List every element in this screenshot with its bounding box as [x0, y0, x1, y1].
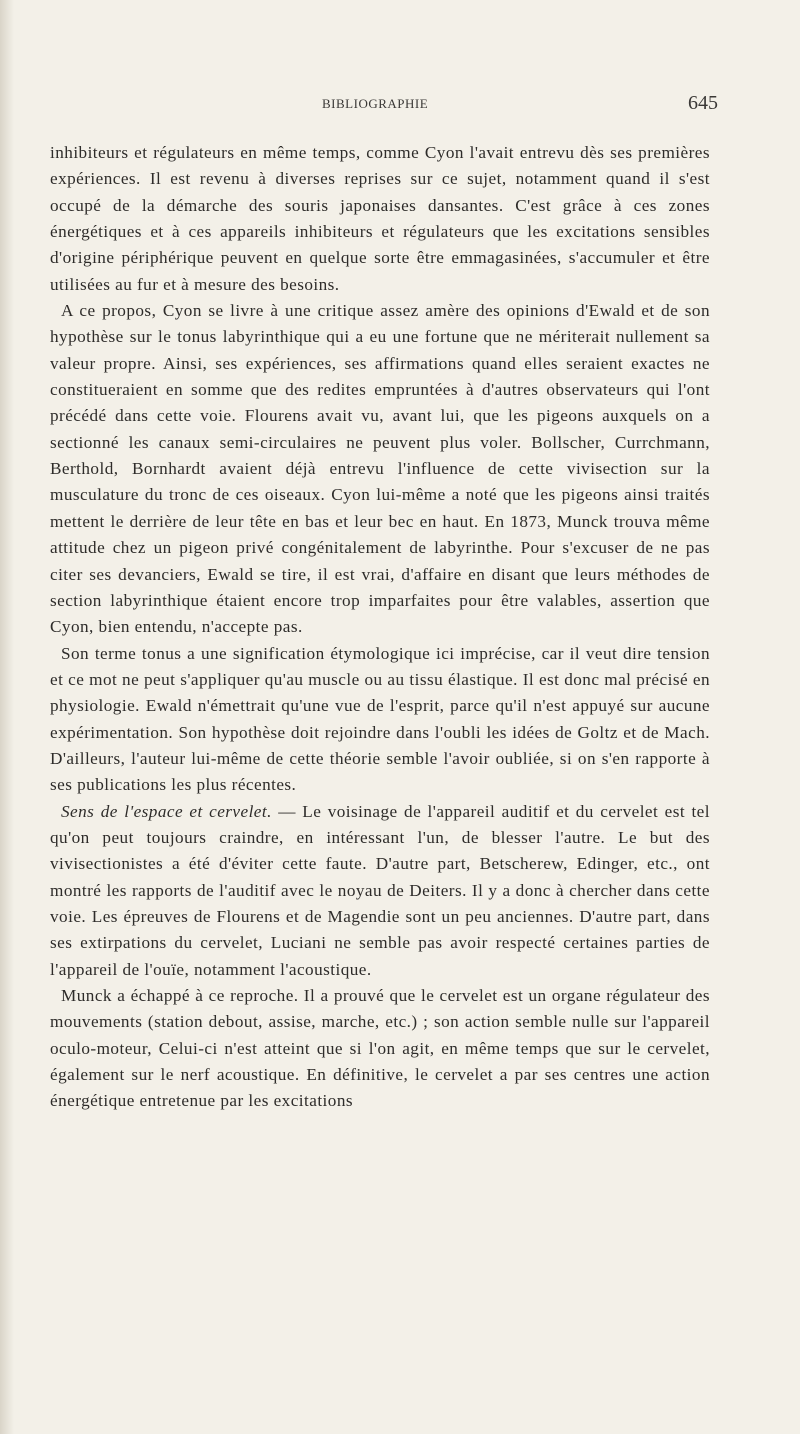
paragraph-4 [50, 799, 710, 983]
section-heading-sens-de-l-espace: Sens de l'espace et cervelet. [61, 801, 272, 821]
running-title: BIBLIOGRAPHIE [322, 96, 429, 111]
page-number: 645 [688, 92, 718, 114]
page-header [50, 92, 718, 118]
paragraph-2-text: A ce propos, Cyon se livre à une critique assez amère des opinions d'Ewald et de son hypothèse sur le tonus labyrinthique qui a eu une fortune que ne mériterait nullement sa valeur propre. Ainsi, ses expériences, ses affirmations quand elles seraient exactes ne constitueraient en somme que des redites empruntées à d'autres observateurs qui l'ont précédé dans cette voie. Flourens avait vu, avant lui, que les pigeons auxquels on a sectionné les canaux semi-circulaires ne peuvent plus voler. Bollscher, Currchmann, Berthold, Bornhardt avaient déjà entrevu l'influence de cette vivisection sur la musculature du tronc de ces oiseaux. Cyon lui-même a noté que les pigeons ainsi traités mettent le derrière de leur tête en bas et leur bec en haut. En 1873, Munck trouva même attitude chez un pigeon privé congénitalement de labyrinthe. Pour s'excuser de ne pas citer ses devanciers, Ewald se tire, il est vrai, d'affaire en disant que leurs méthodes de section labyrinthique étaient encore trop imparfaites pour être valables, assertion que Cyon, bien entendu, n'accepte pas. [50, 301, 710, 637]
paragraph-1 [50, 140, 710, 298]
paragraph-1-text: inhibiteurs et régulateurs en même temps, comme Cyon l'avait entrevu dès ses premières expériences. Il est revenu à diverses reprises sur ce sujet, notamment quand il s'est occupé de la démarche des souris japonaises dansantes. C'est grâce à ces zones énergétiques et à ces appareils inhibiteurs et régulateurs que les excitations sensibles d'origine périphérique peuvent en quelque sorte être emmagasinées, s'accumuler et être utilisées au fur et à mesure des besoins. [50, 143, 710, 294]
paragraph-3 [50, 641, 710, 799]
paragraph-4-text: — Le voisinage de l'appareil auditif et du cervelet est tel qu'on peut toujours craindre, en intéressant l'un, de blesser l'autre. Le but des vivisectionistes a été d'éviter cette faute. D'autre part, Betscherew, Edinger, etc., ont montré les rapports de l'auditif avec le noyau de Deiters. Il y a donc à chercher dans cette voie. Les épreuves de Flourens et de Magendie sont un peu anciennes. D'autre part, dans ses extirpations du cervelet, Luciani ne semble pas avoir respecté certaines parties de l'appareil de l'ouïe, notamment l'acoustique. [50, 801, 710, 979]
scan-edge-shadow [0, 0, 14, 1434]
body-text [50, 140, 710, 1115]
paragraph-5 [50, 983, 710, 1115]
paragraph-3-text: Son terme tonus a une signification étymologique ici imprécise, car il veut dire tension et ce mot ne peut s'appliquer qu'au muscle ou au tissu élastique. Il est donc mal précisé en physiologie. Ewald n'émettrait qu'une vue de l'esprit, parce qu'il n'est appuyé sur aucune expérimentation. Son hypothèse doit rejoindre dans l'oubli les idées de Goltz et de Mach. D'ailleurs, l'auteur lui-même de cette théorie semble l'avoir oubliée, si on s'en rapporte à ses publications les plus récentes. [50, 643, 710, 795]
paragraph-2 [50, 298, 710, 640]
paragraph-5-text: Munck a échappé à ce reproche. Il a prouvé que le cervelet est un organe régulateur des mouvements (station debout, assise, marche, etc.) ; son action semble nulle sur l'appareil oculo-moteur, Celui-ci n'est atteint que si l'on agit, en même temps que sur le cervelet, également sur le nerf acoustique. En définitive, le cervelet a par ses centres une action énergétique entretenue par les excitations [50, 986, 710, 1111]
